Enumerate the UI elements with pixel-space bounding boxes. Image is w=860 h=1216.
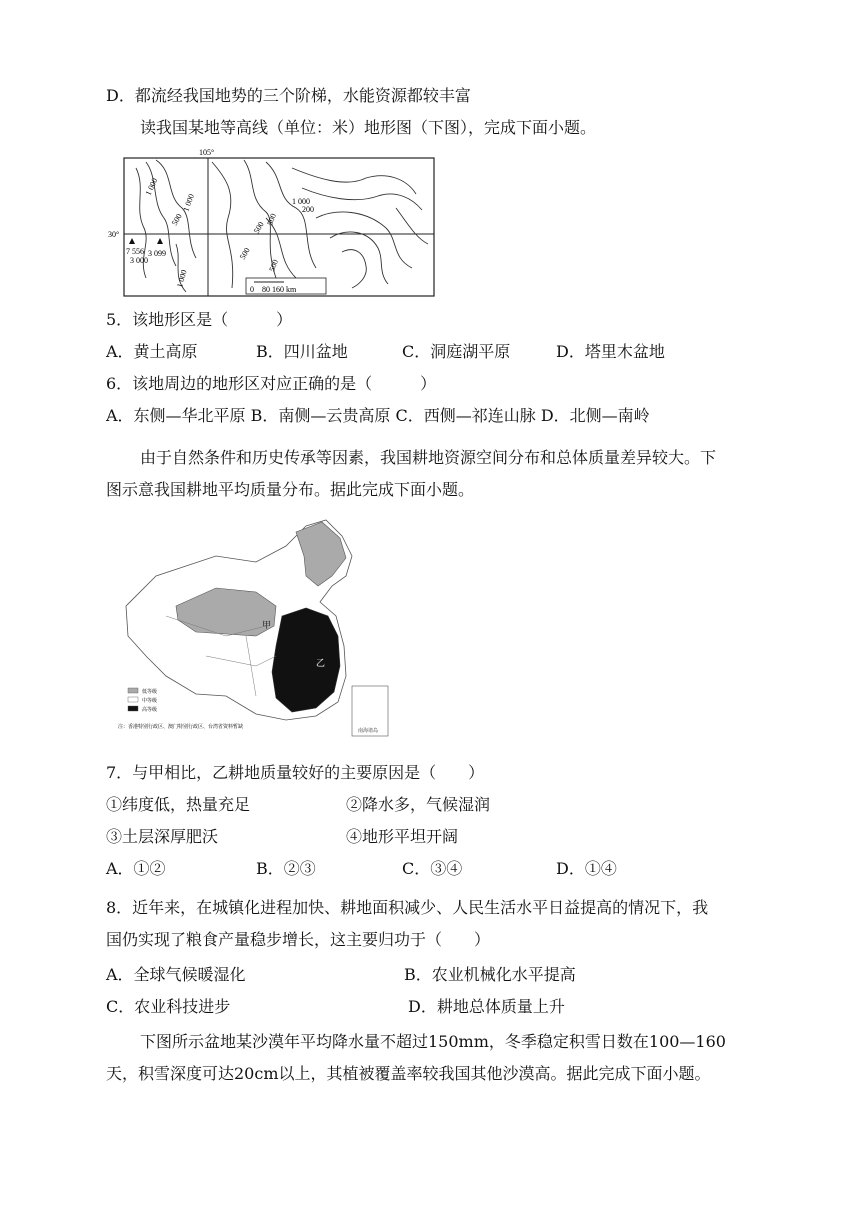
legend-low: 低等级 [142, 690, 158, 695]
q7-item-2: ②降水多，气候湿润 [346, 795, 491, 814]
q5-stem: 5．该地形区是（ ） [106, 310, 293, 329]
q5-option-d: D．塔里木盆地 [556, 342, 665, 361]
intro-farmland-line1: 由于自然条件和历史传承等因素，我国耕地资源空间分布和总体质量差异较大。下 [140, 448, 717, 467]
q8-stem-line1: 8．近年来，在城镇化进程加快、耕地面积减少、人民生活水平日益提高的情况下，我 [106, 898, 709, 917]
map-note: 注：香港特别行政区、澳门特别行政区、台湾省资料暂缺 [118, 725, 244, 730]
q7-option-d: D．①④ [556, 859, 617, 878]
q5-option-a: A．黄土高原 [106, 342, 198, 361]
q8-option-d: D．耕地总体质量上升 [408, 997, 565, 1016]
q7-stem: 7．与甲相比，乙耕地质量较好的主要原因是（ ） [106, 763, 485, 782]
intro-contour-map: 读我国某地等高线（单位：米）地形图（下图），完成下面小题。 [140, 118, 597, 137]
contour-label: 1 000 [292, 197, 310, 206]
q7-item-1: ①纬度低，热量充足 [106, 795, 251, 814]
farmland-quality-map [106, 516, 406, 742]
peak-elevation: 7 556 [126, 247, 144, 256]
contour-label: 200 [302, 205, 314, 214]
q7-item-4: ④地形平坦开阔 [346, 827, 459, 846]
contour-label: 1 000 [181, 192, 197, 213]
peak-elevation: 3 099 [148, 249, 166, 258]
legend-mid: 中等级 [142, 699, 158, 704]
q7-option-a: A．①② [106, 859, 166, 878]
lat-label: 30° [108, 230, 120, 239]
q7-option-b: B．②③ [256, 859, 316, 878]
intro-farmland-line2: 图示意我国耕地平均质量分布。据此完成下面小题。 [106, 480, 475, 499]
q6-options: A．东侧—华北平原 B．南侧—云贵高原 C．西侧—祁连山脉 D．北侧—南岭 [106, 406, 650, 425]
contour-label: 500 [251, 220, 266, 235]
q4-option-d: D．都流经我国地势的三个阶梯，水能资源都较丰富 [106, 86, 471, 105]
inset-label: 南海诸岛 [358, 729, 379, 734]
peak-elevation: 3 000 [130, 256, 148, 265]
contour-label: 500 [169, 212, 184, 227]
contour-label: 500 [267, 258, 280, 273]
contour-label: 1 000 [175, 268, 189, 289]
q8-option-a: A．全球气候暖湿化 [106, 965, 246, 984]
contour-label: 500 [265, 212, 278, 227]
intro-desert-line1: 下图所示盆地某沙漠年平均降水量不超过150mm，冬季稳定积雪日数在100—160 [140, 1032, 726, 1051]
region-yi-label: 乙 [316, 658, 326, 668]
q6-stem: 6．该地周边的地形区对应正确的是（ ） [106, 374, 437, 393]
contour-label: 1 000 [143, 176, 160, 197]
q8-option-c: C．农业科技进步 [106, 997, 231, 1016]
scale-bar: 0 80 160 km [250, 285, 297, 294]
intro-desert-line2: 天，积雪深度可达20cm以上，其植被覆盖率较我国其他沙漠高。据此完成下面小题。 [106, 1064, 711, 1083]
contour-map [108, 148, 446, 300]
q7-item-3: ③土层深厚肥沃 [106, 827, 219, 846]
region-jia-label: 甲 [262, 620, 272, 630]
q8-stem-line2: 国仍实现了粮食产量稳步增长，这主要归功于（ ） [106, 930, 491, 949]
q8-option-b: B．农业机械化水平提高 [404, 965, 576, 984]
q5-option-b: B．四川盆地 [256, 342, 348, 361]
q5-option-c: C．洞庭湖平原 [402, 342, 511, 361]
lon-label: 105° [199, 148, 215, 157]
q7-option-c: C．③④ [402, 859, 463, 878]
contour-label: 500 [237, 246, 252, 261]
legend-high: 高等级 [142, 708, 158, 713]
